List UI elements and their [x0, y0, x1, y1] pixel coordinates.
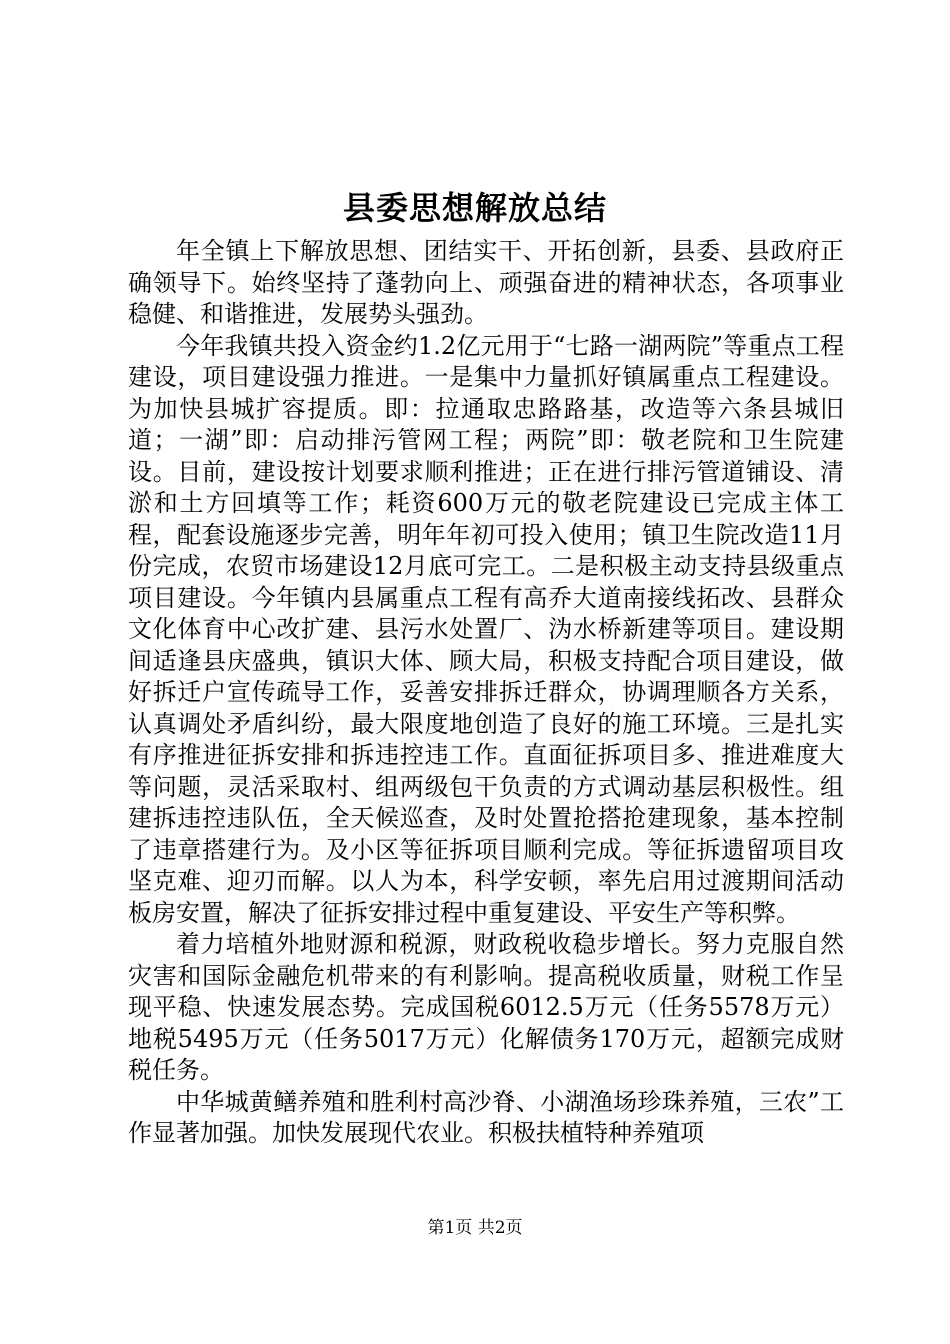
document-title: 县委思想解放总结 [342, 189, 607, 227]
paragraph-projects: 今年我镇共投入资金约1.2亿元用于“七路一湖两院”等重点工程建设，项目建设强力推进。一是集中力量抓好镇属重点工程建设。为加快县城扩容提质。即：拉通取忠路路基，改造等六条县城旧道；一湖”即：启动排污管网工程；两院”即：敬老院和卫生院建设。目前，建设按计划要求顺利推进；正在进行排污管道铺设、清淤和土方回填等工作；耗资600万元的敬老院建设已完成主体工程，配套设施逐步完善，明年年初可投入使用；镇卫生院改造11月份完成，农贸市场建设12月底可完工。二是积极主动支持县级重点项目建设。今年镇内县属重点工程有高乔大道南接线拓改、县群众文化体育中心改扩建、县污水处置厂、沩水桥新建等项目。建设期间适逢县庆盛典，镇识大体、顾大局，积极支持配合项目建设，做好拆迁户宣传疏导工作，妥善安排拆迁群众，协调理顺各方关系，认真调处矛盾纠纷，最大限度地创造了良好的施工环境。三是扎实有序推进征拆安排和拆违控违工作。直面征拆项目多、推进难度大等问题，灵活采取村、组两级包干负责的方式调动基层积极性。组建拆违控违队伍，全天候巡查，及时处置抢搭抢建现象，基本控制了违章搭建行为。及小区等征拆项目顺利完成。等征拆遗留项目攻坚克难、迎刃而解。以人为本，科学安顿，率先启用过渡期间活动板房安置，解决了征拆安排过程中重复建设、平安生产等积弊。 [128, 331, 844, 927]
paragraph-finance: 着力培植外地财源和税源，财政税收稳步增长。努力克服自然灾害和国际金融危机带来的有利影响。提高税收质量，财税工作呈现平稳、快速发展态势。完成国税6012.5万元（任务5578万元）地税5495万元（任务5017万元）化解债务170万元，超额完成财税任务。 [128, 930, 844, 1084]
page-number-footer: 第1页 共2页 [427, 1218, 523, 1238]
paragraph-intro: 年全镇上下解放思想、团结实干、开拓创新，县委、县政府正确领导下。始终坚持了蓬勃向上、顽强奋进的精神状态，各项事业稳健、和谐推进，发展势头强劲。 [128, 237, 844, 328]
paragraph-agriculture: 中华城黄鳝养殖和胜利村高沙脊、小湖渔场珍珠养殖，三农”工作显著加强。加快发展现代农业。积极扶植特种养殖项 [128, 1087, 844, 1147]
document-body [128, 236, 844, 1150]
